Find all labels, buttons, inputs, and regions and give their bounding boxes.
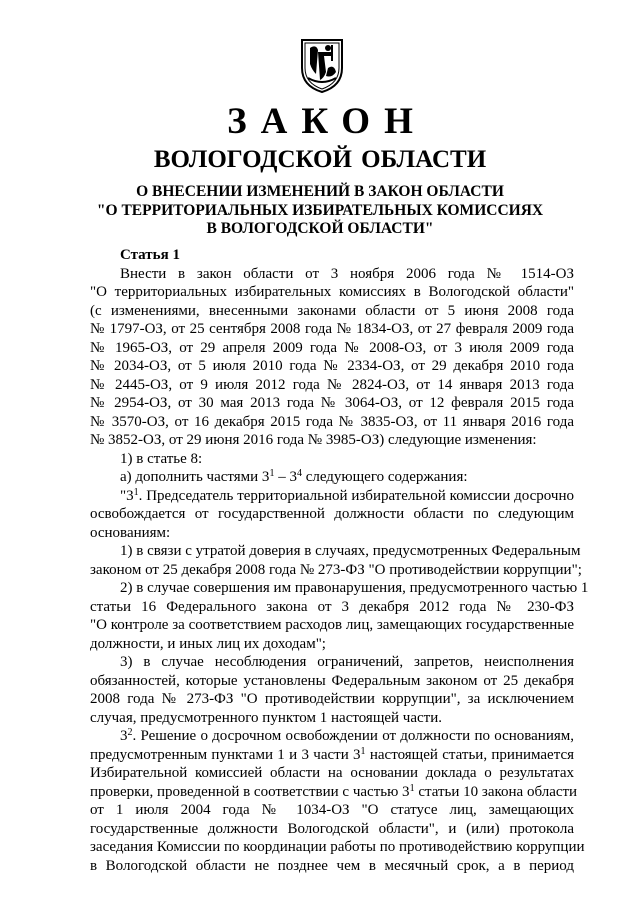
text-line: от 1 июля 2004 года № 1034-ОЗ "О статусе лиц, замещающих xyxy=(90,802,574,818)
text-line: № 2034-ОЗ, от 5 июля 2010 года № 2334-ОЗ, от 29 декабря 2010 года xyxy=(90,358,574,374)
text-line: "О контроле за соответствием расходов лиц, замещающих государственные xyxy=(90,617,574,633)
text-line: "О территориальных избирательных комиссиях в Вологодской области" xyxy=(90,284,574,300)
text-line: № 3852-ОЗ, от 29 июня 2016 года № 3985-ОЗ) следующие изменения: xyxy=(90,432,537,448)
text-line: (с изменениями, внесенными законами области от 5 июня 2008 года xyxy=(90,302,574,319)
text-line: основаниям: xyxy=(90,524,171,541)
text-line: № 1965-ОЗ, от 29 апреля 2009 года № 2008-ОЗ, от 3 июля 2009 года xyxy=(90,339,574,356)
part-3-1: "$3^1$. Председатель территориальной избирательной комиссии досрочно xyxy=(120,486,574,504)
text-line: статьи 16 Федерального закона от 3 декабря 2012 года № 230-ФЗ xyxy=(90,598,574,615)
text-line: № 2954-ОЗ, от 30 мая 2013 года № 3064-ОЗ, от 12 февраля 2015 года xyxy=(90,395,574,411)
text-line: № 1797-ОЗ, от 25 сентября 2008 года № 1834-ОЗ, от 27 февраля 2009 года xyxy=(90,321,574,337)
text-line: 1) в статье 8: xyxy=(120,450,203,467)
text-line: Избирательной комиссией области на основании доклада о результатах xyxy=(90,765,574,781)
law-body xyxy=(90,246,589,875)
article-heading: Статья 1 xyxy=(120,247,180,263)
text-line: случая, предусмотренного пунктом 1 настоящей части. xyxy=(90,709,442,726)
text-line: № 3570-ОЗ, от 16 декабря 2015 года № 3835-ОЗ, от 11 января 2016 года xyxy=(90,413,574,430)
text-line: проверки, проведенной в соответствии с частью $3^1$ статьи 10 закона области xyxy=(90,782,578,800)
subtitle-line: В ВОЛОГОДСКОЙ ОБЛАСТИ" xyxy=(206,220,434,237)
text-line: предусмотренным пунктами 1 и 3 части $3^1$ настоящей статьи, принимается xyxy=(90,745,575,763)
text-line: в Вологодской области не позднее чем в месячный срок, а в период xyxy=(90,857,574,874)
text-line: законом от 25 декабря 2008 года № 273-ФЗ "О противодействии коррупции"; xyxy=(90,561,582,578)
text-line: 2) в случае совершения им правонарушения, предусмотренного частью 1 xyxy=(120,580,589,596)
text-line: 2008 года № 273-ФЗ "О противодействии коррупции", за исключением xyxy=(90,691,574,707)
text-line: Внести в закон области от 3 ноября 2006 года № 1514-ОЗ xyxy=(120,265,574,282)
text-line: 1) в связи с утратой доверия в случаях, предусмотренных Федеральным xyxy=(120,543,581,559)
text-line: 3) в случае несоблюдения ограничений, запретов, неисполнения xyxy=(120,654,574,670)
text-line: должности, и иных лиц их доходам"; xyxy=(90,635,326,652)
law-subtitle xyxy=(0,183,640,239)
part-3-2: $3^2$. Решение о досрочном освобождении от должности по основаниям, xyxy=(120,727,574,744)
coat-of-arms-icon xyxy=(298,34,346,94)
region-title: ВОЛОГОДСКОЙ ОБЛАСТИ xyxy=(153,146,487,173)
text-line: № 2445-ОЗ, от 9 июля 2012 года № 2824-ОЗ, от 14 января 2013 года xyxy=(90,376,574,393)
subtitle-line: О ВНЕСЕНИИ ИЗМЕНЕНИЙ В ЗАКОН ОБЛАСТИ xyxy=(136,183,504,200)
text-line: заседания Комиссии по координации работы по противодействию коррупции xyxy=(90,839,585,855)
subtitle-line: "О ТЕРРИТОРИАЛЬНЫХ ИЗБИРАТЕЛЬНЫХ КОМИССИЯХ xyxy=(96,201,544,219)
text-line: освобождается от государственной должности области по следующим xyxy=(90,506,574,522)
text-line: обязанностей, которые установлены Федеральным законом от 25 декабря xyxy=(90,672,574,689)
law-title: ЗАКОН xyxy=(227,101,427,142)
item-a: а) дополнить частями $3^1 - 3^4$ следующего содержания: xyxy=(120,468,468,485)
text-line: государственные должности Вологодской области", и (или) протокола xyxy=(90,820,574,837)
